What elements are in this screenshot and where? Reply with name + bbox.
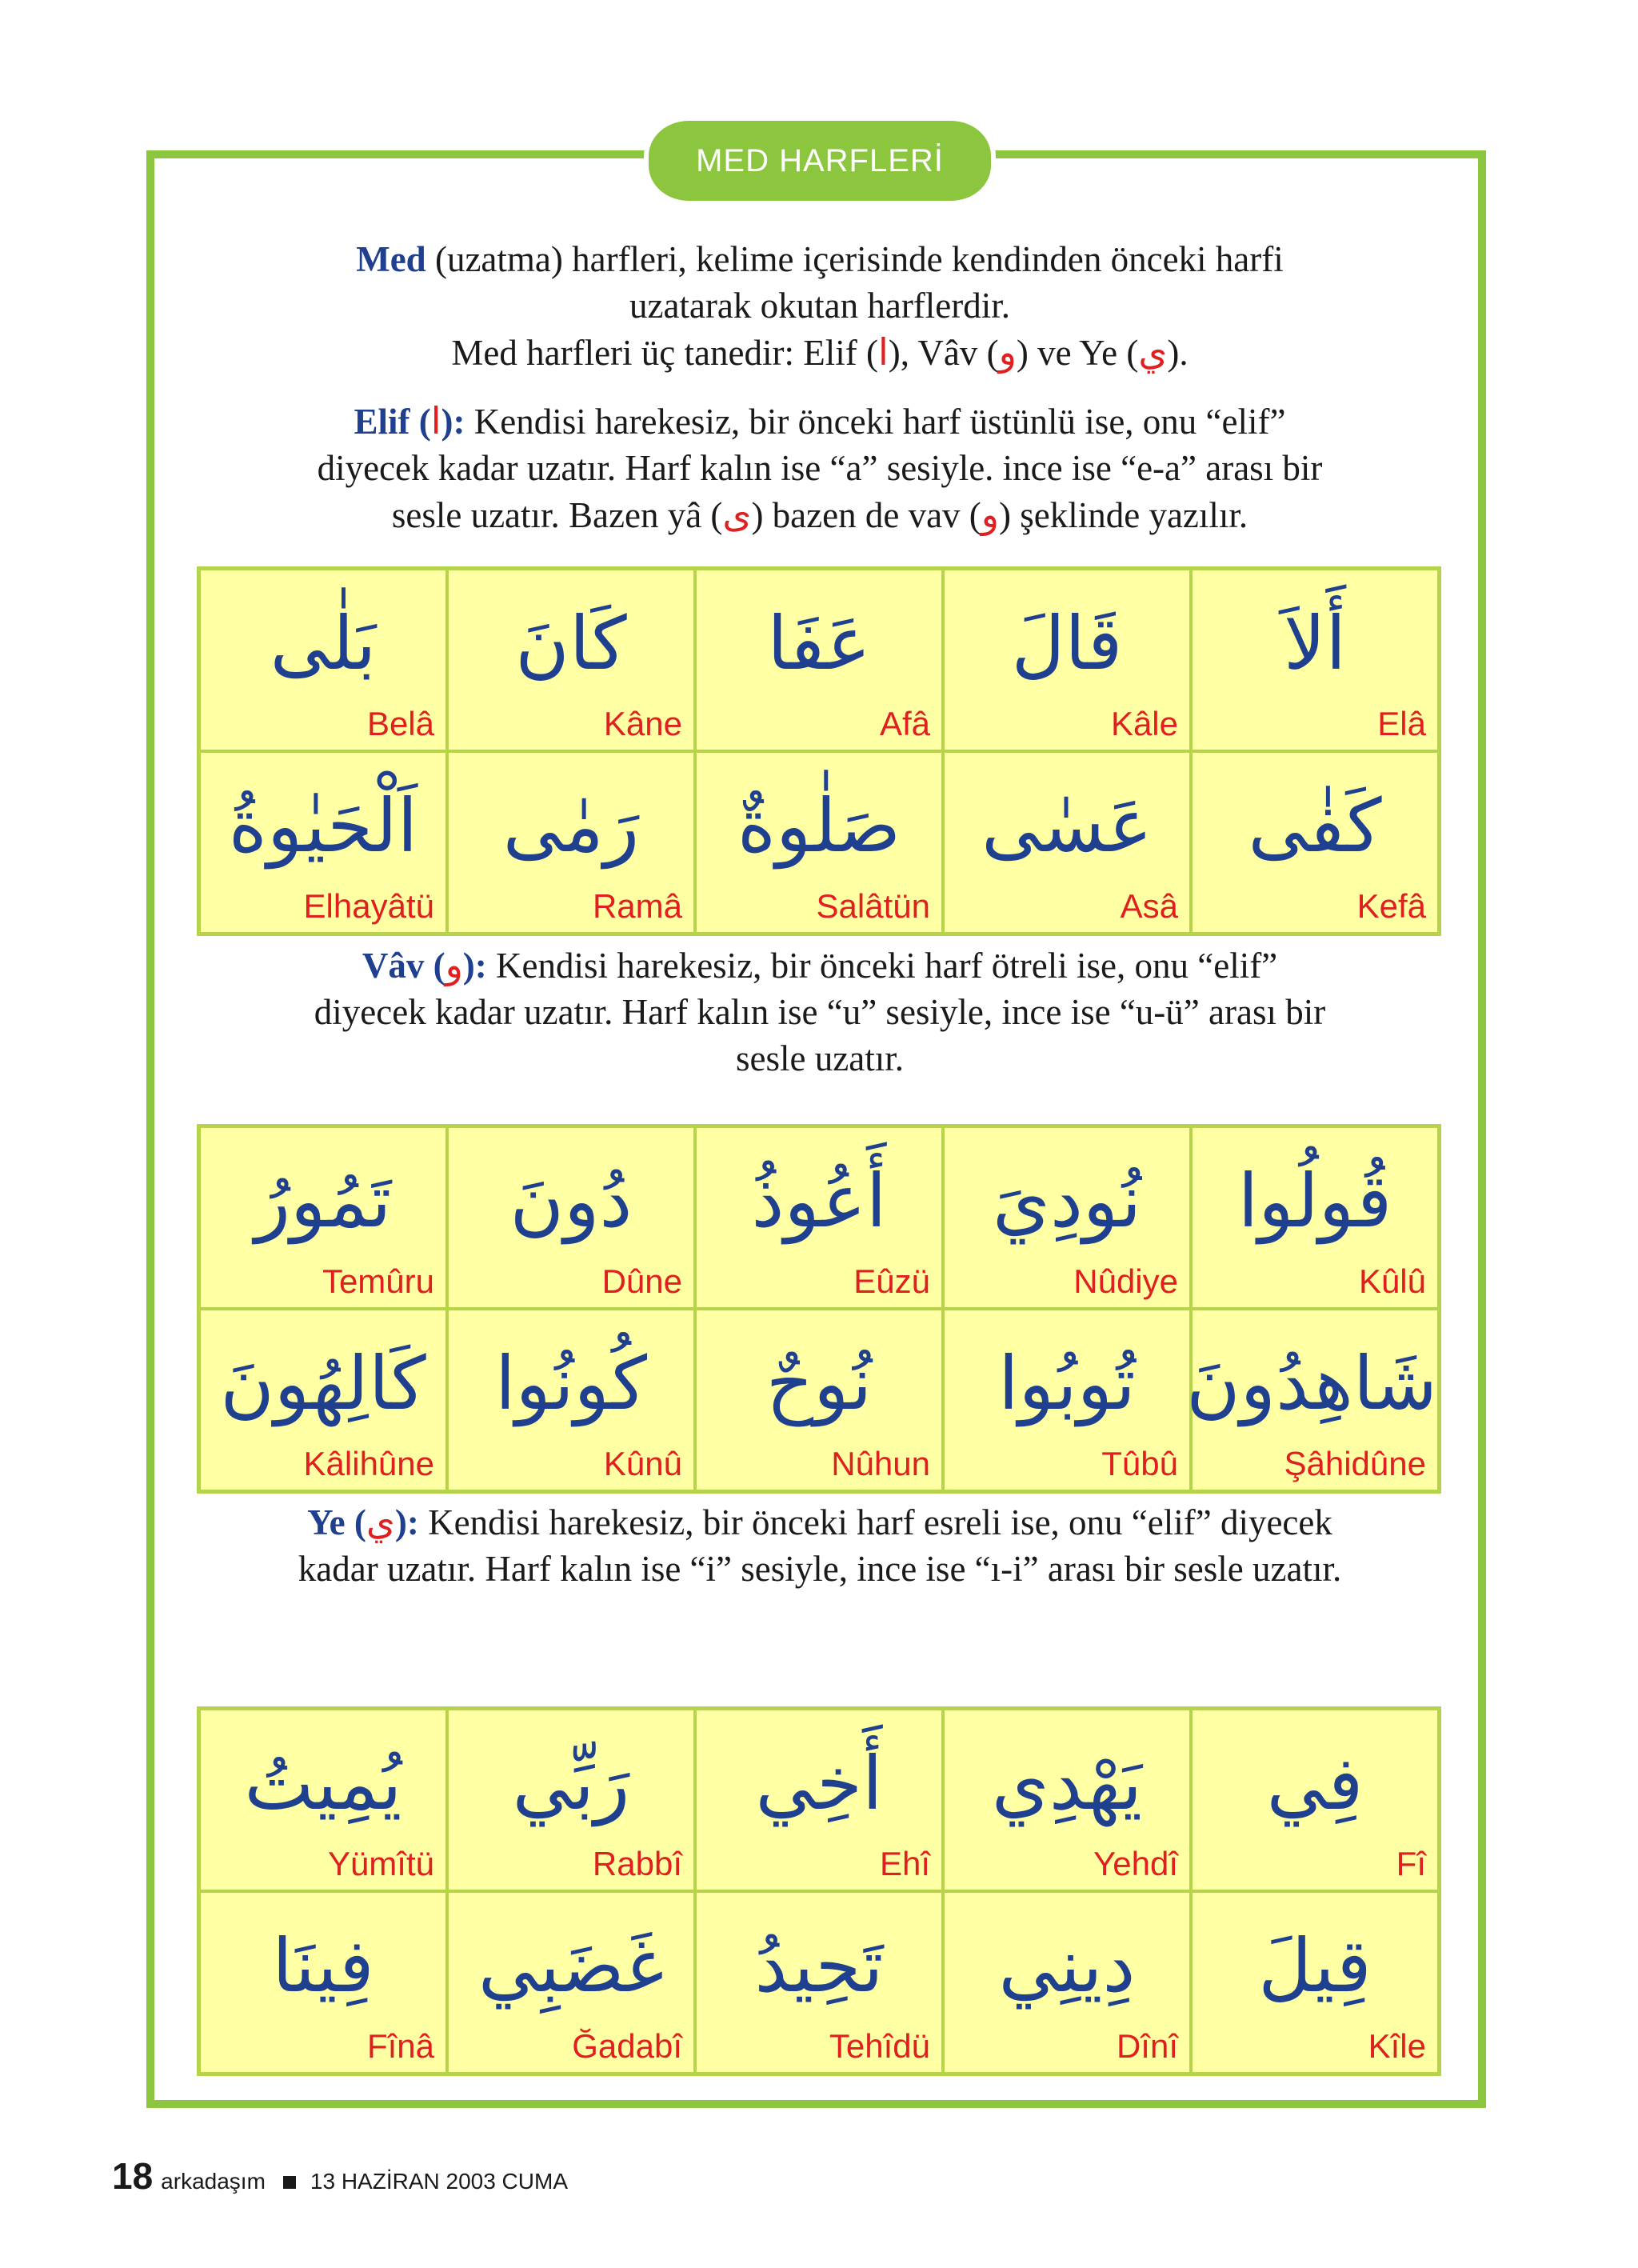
arabic-word: عَسٰى	[981, 783, 1153, 869]
example-cell	[199, 569, 447, 751]
ye-paragraph	[184, 1498, 1456, 1592]
example-cell	[695, 1891, 943, 2074]
arabic-word: كَفٰى	[1248, 783, 1382, 869]
example-cell	[199, 751, 447, 934]
example-cell	[943, 1126, 1191, 1309]
example-cell	[695, 1126, 943, 1309]
arabic-word: صَلٰوةٌ	[737, 783, 901, 869]
ye-line-2: kadar uzatır. Harf kalın ise “i” sesiyle, ince ise “ı-i” arası bir sesle uzatır.	[298, 1549, 1342, 1589]
vav-keyword: Vâv (	[362, 946, 445, 986]
issue-date: 13 HAZİRAN 2003 CUMA	[310, 2169, 568, 2194]
transliteration: Salâtün	[816, 887, 930, 925]
transliteration: Asâ	[1120, 887, 1178, 925]
arabic-word: كُونُوا	[494, 1341, 648, 1426]
intro-line-3d: ).	[1167, 333, 1189, 373]
example-cell	[695, 751, 943, 934]
transliteration: Temûru	[322, 1262, 434, 1300]
arabic-word: أَخِي	[755, 1741, 883, 1826]
arabic-word: يَهْدِي	[991, 1741, 1143, 1826]
ye-letter: ي	[366, 1500, 395, 1543]
elif-letter: ا	[430, 399, 441, 442]
transliteration: Kefâ	[1356, 887, 1426, 925]
transliteration: Kîle	[1368, 2027, 1426, 2065]
transliteration: Eûzü	[853, 1262, 930, 1300]
ye-line-1	[184, 1498, 1456, 1546]
example-cell	[199, 1309, 447, 1491]
vav-line-1	[184, 942, 1456, 989]
elif-line-2: diyecek kadar uzatır. Harf kalın ise “a” sesiyle. ince ise “e-a” arası bir	[317, 448, 1323, 488]
example-cell	[695, 1309, 943, 1491]
arabic-word: غَضَبِي	[477, 1923, 665, 2009]
example-cell	[447, 1309, 695, 1491]
example-cell	[447, 1709, 695, 1891]
ye-keyword: Ye (	[307, 1502, 366, 1542]
arabic-word: رَبِّي	[512, 1741, 630, 1826]
arabic-word: كَالِهُونَ	[220, 1341, 426, 1426]
intro-line-2: uzatarak okutan harflerdir.	[629, 286, 1010, 326]
intro-line-3	[184, 329, 1456, 376]
transliteration: Dûne	[601, 1262, 682, 1300]
arabic-word: كَانَ	[515, 601, 627, 686]
arabic-word: تُوبُوا	[998, 1341, 1136, 1426]
transliteration: Yehdî	[1093, 1845, 1178, 1882]
arabic-word: تَمُورُ	[254, 1158, 392, 1244]
example-cell	[1191, 569, 1439, 751]
arabic-word: فِي	[1266, 1741, 1364, 1826]
transliteration: Tûbû	[1101, 1445, 1178, 1482]
bullet-square-icon	[283, 2176, 296, 2189]
elif-line-1-text: Kendisi harekesiz, bir önceki harf üstünlü ise, onu “elif”	[465, 402, 1286, 442]
example-cell	[199, 1126, 447, 1309]
elif-keyword-end: ):	[441, 402, 465, 442]
vav-paragraph	[184, 942, 1456, 1082]
intro-line-3b: ), Vâv (	[888, 333, 999, 373]
ye-keyword-end: ):	[394, 1502, 419, 1542]
elif-keyword: Elif (	[354, 402, 431, 442]
example-cell	[943, 751, 1191, 934]
transliteration: Dînî	[1116, 2027, 1178, 2065]
example-cell	[447, 751, 695, 934]
transliteration: Yümîtü	[327, 1845, 434, 1882]
example-cell	[1191, 1126, 1439, 1309]
ye-letter: ي	[1138, 330, 1168, 374]
example-cell	[447, 1891, 695, 2074]
vav-letter: و	[981, 493, 999, 536]
magazine-name: arkadaşım	[161, 2169, 266, 2194]
transliteration: Kâle	[1110, 705, 1178, 742]
transliteration: Nûdiye	[1073, 1262, 1178, 1300]
arabic-word: اَلْحَيٰوةُ	[228, 783, 418, 869]
transliteration: Rabbî	[592, 1845, 682, 1882]
vav-examples-table	[197, 1124, 1441, 1494]
transliteration: Şâhidûne	[1284, 1445, 1426, 1482]
transliteration: Tehîdü	[829, 2027, 930, 2065]
transliteration: Kâne	[603, 705, 682, 742]
example-cell	[1191, 1891, 1439, 2074]
transliteration: Kûlû	[1358, 1262, 1426, 1300]
example-cell	[1186, 1309, 1439, 1491]
ya-letter: ى	[722, 493, 752, 536]
transliteration: Ehî	[879, 1845, 930, 1882]
arabic-word: قَالَ	[1011, 601, 1123, 686]
arabic-word: أَعُوذُ	[751, 1158, 887, 1244]
elif-line-1	[184, 398, 1456, 445]
page-number: 18	[112, 2155, 154, 2197]
elif-line-3	[184, 491, 1456, 538]
intro-line-3c: ) ve Ye (	[1016, 333, 1139, 373]
transliteration: Kûnû	[603, 1445, 682, 1482]
transliteration: Belâ	[366, 705, 434, 742]
elif-line-3c: ) şeklinde yazılır.	[999, 495, 1248, 535]
arabic-word: شَاهِدُونَ	[1186, 1341, 1437, 1426]
example-cell	[695, 569, 943, 751]
transliteration: Nûhun	[831, 1445, 930, 1482]
vav-line-3: sesle uzatır.	[736, 1038, 904, 1078]
intro-line-1	[184, 236, 1456, 282]
intro-keyword: Med	[356, 239, 426, 279]
example-cell	[943, 1709, 1191, 1891]
example-cell	[447, 569, 695, 751]
transliteration: Elhayâtü	[303, 887, 434, 925]
transliteration: Elâ	[1377, 705, 1426, 742]
intro-line-1-text: (uzatma) harfleri, kelime içerisinde kendinden önceki harfi	[425, 239, 1284, 279]
transliteration: Fînâ	[366, 2027, 434, 2065]
example-cell	[1191, 1709, 1439, 1891]
elif-examples-table	[197, 566, 1441, 936]
elif-line-3b: ) bazen de vav (	[751, 495, 981, 535]
page-footer	[112, 2154, 568, 2198]
arabic-word: قِيلَ	[1258, 1923, 1372, 2009]
example-cell	[943, 1891, 1191, 2074]
transliteration: Kâlihûne	[303, 1445, 434, 1482]
transliteration: Afâ	[879, 705, 930, 742]
page-title: MED HARFLERİ	[644, 116, 996, 206]
example-cell	[199, 1709, 447, 1891]
example-cell	[943, 569, 1191, 751]
example-cell	[943, 1309, 1191, 1491]
arabic-word: قُولُوا	[1237, 1158, 1392, 1244]
arabic-word: أَلاَ	[1283, 601, 1347, 686]
arabic-word: دُونَ	[509, 1158, 633, 1244]
ye-line-1-text: Kendisi harekesiz, bir önceki harf esreli ise, onu “elif” diyecek	[418, 1502, 1332, 1542]
arabic-word: نُودِيَ	[992, 1158, 1142, 1244]
intro-line-3a: Med harfleri üç tanedir: Elif (	[451, 333, 878, 373]
ye-examples-table	[197, 1706, 1441, 2076]
vav-letter: و	[998, 330, 1017, 374]
arabic-word: يُمِيتُ	[244, 1741, 402, 1826]
arabic-word: بَلٰى	[270, 601, 377, 686]
vav-line-2: diyecek kadar uzatır. Harf kalın ise “u” sesiyle, ince ise “u-ü” arası bir	[314, 992, 1326, 1032]
transliteration: Fî	[1396, 1845, 1426, 1882]
intro-paragraph	[184, 236, 1456, 376]
vav-keyword-end: ):	[462, 946, 487, 986]
arabic-word: رَمٰى	[502, 783, 640, 869]
arabic-word: نُوحٌ	[765, 1341, 873, 1426]
arabic-word: تَحِيدُ	[754, 1923, 884, 2009]
arabic-word: دِينِي	[998, 1923, 1136, 2009]
example-cell	[199, 1891, 447, 2074]
example-cell	[1191, 751, 1439, 934]
example-cell	[695, 1709, 943, 1891]
transliteration: Ğadabî	[572, 2027, 682, 2065]
elif-line-3a: sesle uzatır. Bazen yâ (	[391, 495, 723, 535]
transliteration: Ramâ	[592, 887, 682, 925]
arabic-word: فِينَا	[272, 1923, 374, 2009]
elif-paragraph	[184, 398, 1456, 538]
elif-letter: ا	[877, 330, 889, 374]
vav-line-1-text: Kendisi harekesiz, bir önceki harf ötreli ise, onu “elif”	[486, 946, 1278, 986]
vav-letter: و	[445, 943, 463, 986]
example-cell	[447, 1126, 695, 1309]
arabic-word: عَفَا	[767, 601, 871, 686]
